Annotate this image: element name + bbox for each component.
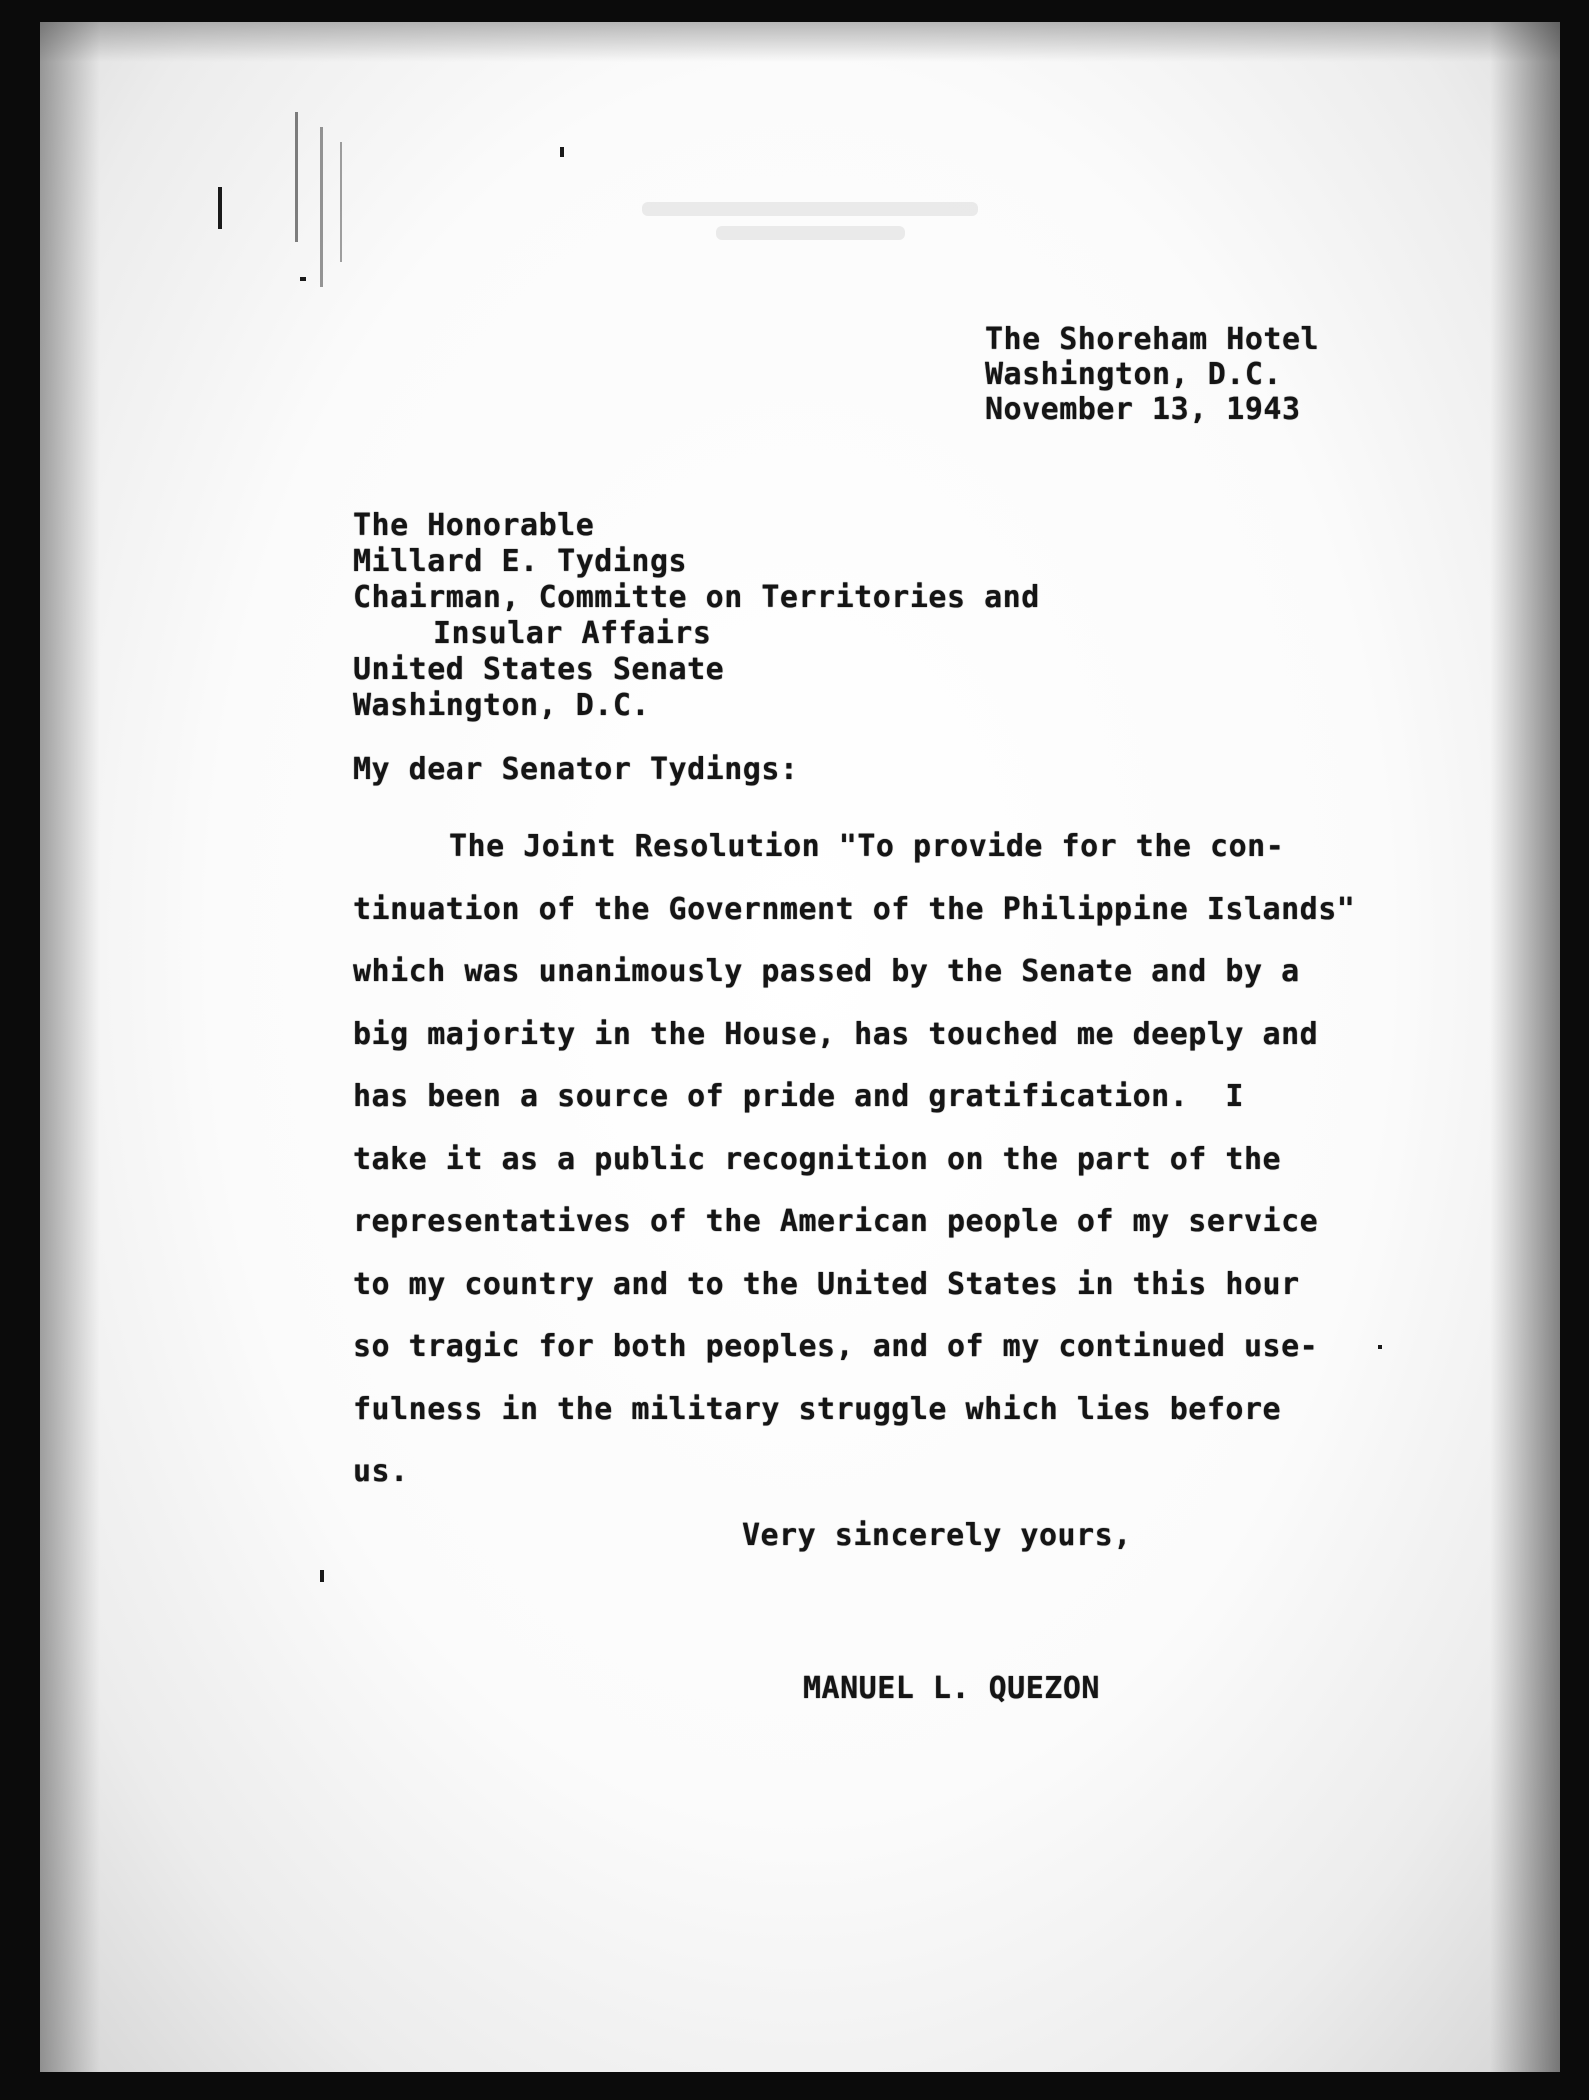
body-line: fulness in the military struggle which lies before (353, 1391, 1282, 1427)
body-line: representatives of the American people of my service (353, 1204, 1319, 1239)
complimentary-close: Very sincerely yours, (742, 1518, 1132, 1553)
address-line: The Honorable (353, 508, 595, 543)
body-line: take it as a public recognition on the part of the (353, 1141, 1282, 1177)
body-line: us. (353, 1454, 409, 1489)
margin-mark (320, 127, 323, 287)
body-line: has been a source of pride and gratification. I (353, 1079, 1244, 1114)
heading-line: The Shoreham Hotel (985, 322, 1320, 357)
page-shadow-top (40, 22, 1560, 62)
faded-letterhead (600, 192, 1020, 282)
page-shadow-right (1490, 22, 1560, 2072)
body-line: big majority in the House, has touched me deeply and (353, 1016, 1319, 1052)
margin-mark (340, 142, 342, 262)
body-line: tinuation of the Government of the Philippine Islands" (353, 891, 1356, 927)
letter-page (40, 22, 1560, 2072)
address-line: United States Senate (353, 652, 725, 687)
letter-body (353, 816, 1355, 1504)
inside-address (353, 508, 1040, 724)
page-shadow-left (40, 22, 100, 2072)
salutation: My dear Senator Tydings: (353, 752, 799, 787)
body-line: The Joint Resolution "To provide for the con- (449, 829, 1285, 864)
heading-line: November 13, 1943 (985, 392, 1301, 427)
margin-mark (1378, 1345, 1382, 1349)
margin-mark (560, 147, 564, 157)
letter-heading (985, 322, 1319, 427)
address-line: Washington, D.C. (353, 688, 650, 723)
address-line: Millard E. Tydings (353, 544, 688, 579)
body-line: so tragic for both peoples, and of my continued use- (353, 1329, 1319, 1364)
margin-mark (300, 277, 306, 281)
body-line: to my country and to the United States in this hour (353, 1266, 1300, 1302)
margin-mark (218, 187, 222, 229)
margin-mark (295, 112, 298, 242)
body-line: which was unanimously passed by the Senate and by a (353, 954, 1300, 989)
margin-mark (320, 1570, 324, 1582)
address-line: Insular Affairs (433, 616, 712, 651)
address-line: Chairman, Committe on Territories and (353, 580, 1040, 615)
heading-line: Washington, D.C. (985, 357, 1282, 392)
signature-name: MANUEL L. QUEZON (803, 1671, 1100, 1706)
